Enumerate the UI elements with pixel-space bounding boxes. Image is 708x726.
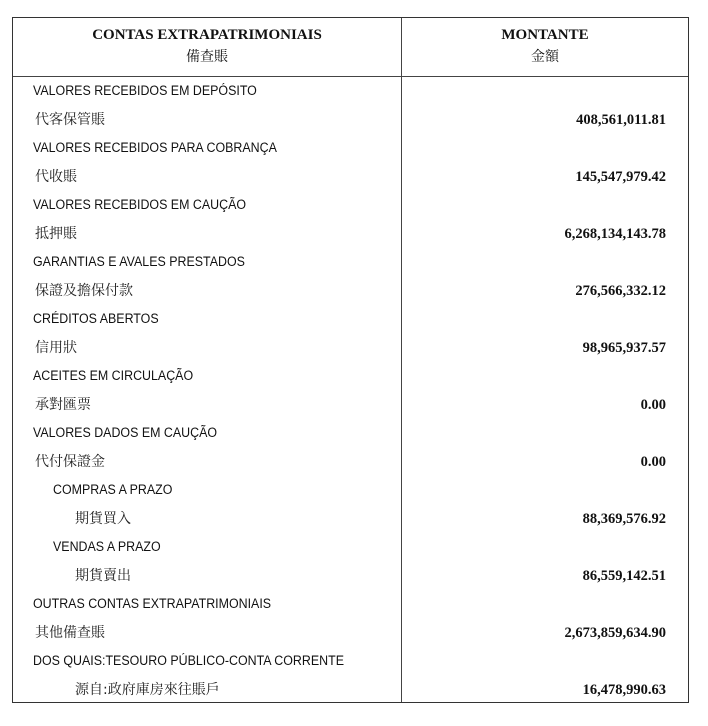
row-amount: 98,965,937.57 [582,339,666,356]
header-accounts-en: CONTAS EXTRAPATRIMONIAIS [92,27,322,43]
row-label: 承對匯票 [35,396,91,413]
header-accounts [13,18,401,76]
table-row [13,676,688,704]
header-amount-en: MONTANTE [501,27,589,43]
row-label: 代付保證金 [35,453,105,470]
row-label: 其他備查賬 [35,624,105,641]
header-amount [401,18,689,76]
off-balance-sheet-table [12,17,689,703]
row-label: 源自:政府庫房來往賬戶 [75,681,220,698]
row-label: GARANTIAS E AVALES PRESTADOS [33,254,245,269]
row-label: 期貨買入 [75,510,131,527]
row-label: VENDAS A PRAZO [53,539,161,554]
table-row [13,619,688,647]
table-row [13,134,688,162]
row-label: 代客保管賬 [35,111,105,128]
row-amount: 408,561,011.81 [576,111,666,128]
table-header [13,18,688,77]
row-label: OUTRAS CONTAS EXTRAPATRIMONIAIS [33,596,272,611]
table-row [13,77,688,105]
row-amount: 6,268,134,143.78 [564,225,666,242]
row-label: VALORES RECEBIDOS EM CAUÇÃO [33,197,247,212]
table-row [13,590,688,618]
table-row [13,248,688,276]
row-amount: 276,566,332.12 [575,282,666,299]
table-row [13,419,688,447]
table-row [13,277,688,305]
row-label: 抵押賬 [35,225,77,242]
row-label: VALORES RECEBIDOS PARA COBRANÇA [33,140,277,155]
row-label: DOS QUAIS:TESOURO PÚBLICO-CONTA CORRENTE [33,653,345,668]
table-row [13,533,688,561]
row-label: 期貨賣出 [75,567,131,584]
header-accounts-zh: 備查賬 [186,49,228,65]
row-amount: 88,369,576.92 [582,510,666,527]
table-row [13,505,688,533]
table-row [13,448,688,476]
row-amount: 0.00 [640,453,666,470]
table-row [13,334,688,362]
table-row [13,191,688,219]
table-row [13,362,688,390]
row-label: ACEITES EM CIRCULAÇÃO [33,368,194,383]
row-label: VALORES RECEBIDOS EM DEPÓSITO [33,83,257,98]
table-row [13,305,688,333]
header-amount-zh: 金額 [531,49,559,65]
row-label: COMPRAS A PRAZO [53,482,173,497]
row-amount: 86,559,142.51 [582,567,666,584]
row-label: 保證及擔保付款 [35,282,133,299]
row-label: CRÉDITOS ABERTOS [33,311,159,326]
row-amount: 2,673,859,634.90 [564,624,666,641]
table-row [13,220,688,248]
table-row [13,391,688,419]
row-label: VALORES DADOS EM CAUÇÃO [33,425,218,440]
row-amount: 16,478,990.63 [582,681,666,698]
table-row [13,106,688,134]
row-amount: 145,547,979.42 [575,168,666,185]
row-label: 代收賬 [35,168,77,185]
row-label: 信用狀 [35,339,77,356]
table-row [13,562,688,590]
table-row [13,647,688,675]
table-row [13,163,688,191]
table-row [13,476,688,504]
row-amount: 0.00 [640,396,666,413]
